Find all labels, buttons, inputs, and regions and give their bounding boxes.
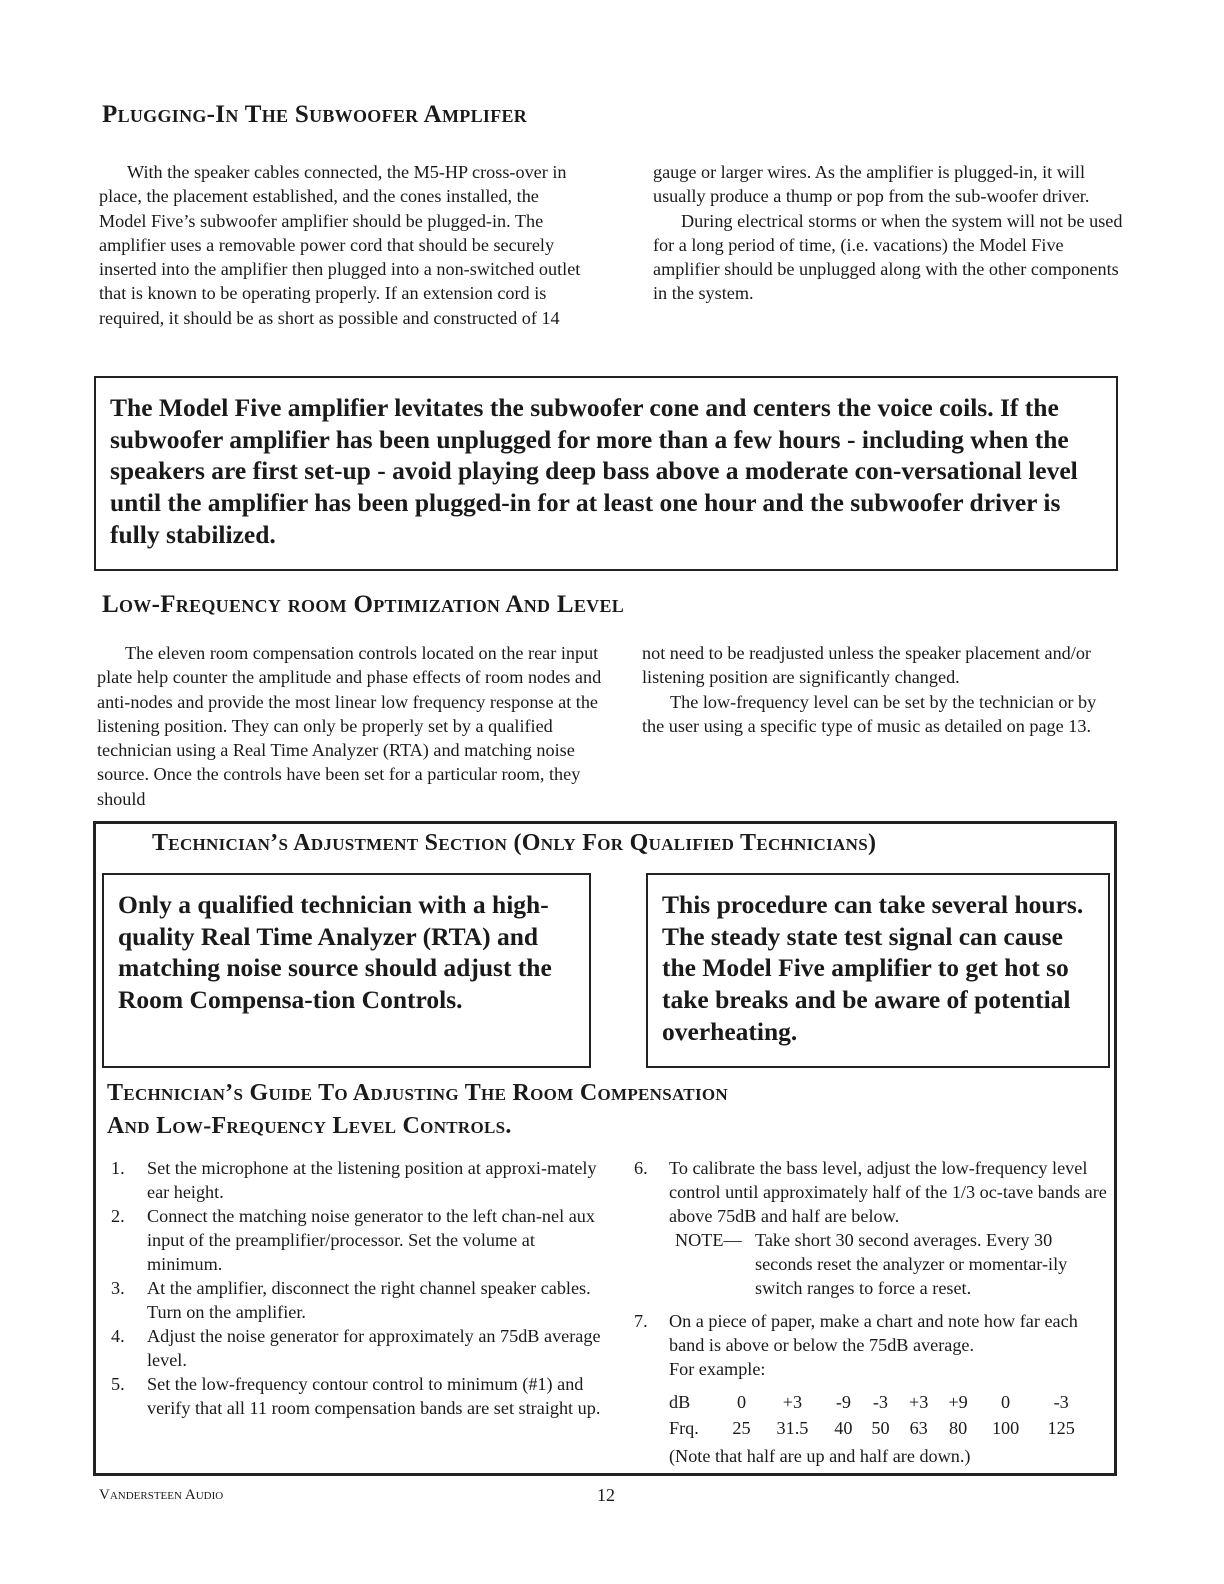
steps-list-left bbox=[99, 1156, 604, 1420]
note-text: Take short 30 second averages. Every 30 seconds reset the analyzer or momentar-ily switch ranges to force a reset. bbox=[755, 1230, 1068, 1298]
plugging-left-paragraph: With the speaker cables connected, the M5-HP cross-over in place, the placement established, and the cones installed, the Model Five’s subwoofer amplifier should be plugged-in. The amplifier uses a removable power cord that should be securely inserted into the amplifier then plugged into a non-switched outlet that is known to be operating properly. If an extension cord is required, it should be as short as possible and constructed of 14 bbox=[99, 162, 581, 328]
plugging-right-column bbox=[653, 160, 1123, 306]
overheating-callout bbox=[646, 873, 1110, 1068]
list-item: 5. Set the low-frequency contour control to minimum (#1) and verify that all 11 room compensation bands are set straight up. bbox=[111, 1374, 601, 1418]
qualified-technician-callout bbox=[102, 873, 591, 1068]
warning-callout bbox=[94, 376, 1118, 571]
low-frequency-left-column bbox=[97, 641, 607, 811]
table-row: dB 0 +3 -9 -3 +3 +9 0 -3 bbox=[669, 1389, 1089, 1415]
plugging-right-paragraph-2: During electrical storms or when the system will not be used for a long period of time, (i.e. vacations) the Model Five amplifier should be unplugged along with the other components in the system. bbox=[653, 210, 1123, 304]
guide-title bbox=[107, 1077, 728, 1143]
low-frequency-right-paragraph-2: The low-frequency level can be set by the technician or by the user using a specific type of music as detailed on page 13. bbox=[642, 691, 1097, 736]
list-item: 2. Connect the matching noise generator to the left chan-nel aux input of the preamplifier/processor. Set the volume at minimum. bbox=[111, 1206, 595, 1274]
list-item: 1. Set the microphone at the listening position at approxi-mately ear height. bbox=[111, 1158, 597, 1202]
list-item: 4. Adjust the noise generator for approximately an 75dB average level. bbox=[111, 1326, 601, 1370]
footer-brand: Vandersteen Audio bbox=[99, 1487, 224, 1503]
guide-title-line-1: Technician’s Guide To Adjusting The Room Compensation bbox=[107, 1080, 728, 1106]
note-label: NOTE— bbox=[675, 1230, 742, 1250]
section-title-technician: Technician’s Adjustment Section (Only For Qualified Technicians) bbox=[152, 830, 877, 856]
example-label: For example: bbox=[669, 1359, 766, 1379]
list-item: 7. On a piece of paper, make a chart and note how far each band is above or below the 75dB average. For example: dB 0 +3 -9 -3 +3 +9 0 -3 Frq. 25 31.5 40 50 63 80 100 125 (Note that half are up and half are down.) bbox=[622, 1309, 1107, 1468]
warning-text: The Model Five amplifier levitates the subwoofer cone and centers the voice coils. If the subwoofer amplifier has been unplugged for more than a few hours - including when the speakers are first set-up - avoid playing deep bass above a moderate con-versational level until the amplifier has been plugged-in for at least one hour and the subwoofer driver is fully stabilized. bbox=[110, 393, 1078, 549]
footer-page-number: 12 bbox=[597, 1485, 615, 1505]
steps-list-right bbox=[622, 1156, 1107, 1468]
db-row-label: dB bbox=[669, 1392, 691, 1412]
low-frequency-right-column bbox=[642, 641, 1122, 738]
plugging-right-paragraph-1: gauge or larger wires. As the amplifier is plugged-in, it will usually produce a thump or pop from the sub-woofer driver. bbox=[653, 162, 1090, 207]
qualified-technician-text: Only a qualified technician with a high-quality Real Time Analyzer (RTA) and matching noise source should adjust the Room Compensa-tion Controls. bbox=[118, 890, 552, 1015]
low-frequency-left-paragraph: The eleven room compensation controls located on the rear input plate help counter the amplitude and phase effects of room nodes and anti-nodes and provide the most linear low frequency response at the listening position. They can only be properly set by a qualified technician using a Real Time Analyzer (RTA) and matching noise source. Once the controls have been set for a particular room, they should bbox=[97, 643, 602, 809]
example-note: (Note that half are up and half are down.) bbox=[669, 1446, 971, 1466]
plugging-left-column bbox=[99, 160, 581, 330]
guide-title-line-2: And Low-Frequency Level Controls. bbox=[107, 1113, 512, 1139]
table-row: Frq. 25 31.5 40 50 63 80 100 125 bbox=[669, 1415, 1089, 1441]
note-block bbox=[669, 1228, 1107, 1300]
section-title-low-frequency: Low-Frequency room Optimization And Level bbox=[102, 591, 625, 618]
list-item: 6. To calibrate the bass level, adjust the low-frequency level control until approximately half of the 1/3 oc-tave bands are above 75dB and half are below. NOTE— Take short 30 second averages. Every 30 seconds reset the analyzer or momentar-ily switch ranges to force a reset. bbox=[634, 1158, 1107, 1298]
frq-row-label: Frq. bbox=[669, 1418, 699, 1438]
list-item: 3. At the amplifier, disconnect the right channel speaker cables. Turn on the amplifier. bbox=[111, 1278, 591, 1322]
overheating-text: This procedure can take several hours. The steady state test signal can cause the Model Five amplifier to get hot so take breaks and be aware of potential overheating. bbox=[662, 890, 1084, 1046]
low-frequency-right-paragraph-1: not need to be readjusted unless the speaker placement and/or listening position are significantly changed. bbox=[642, 643, 1091, 688]
section-title-plugging: Plugging-In The Subwoofer Amplifer bbox=[102, 101, 528, 128]
example-table bbox=[669, 1389, 1089, 1441]
